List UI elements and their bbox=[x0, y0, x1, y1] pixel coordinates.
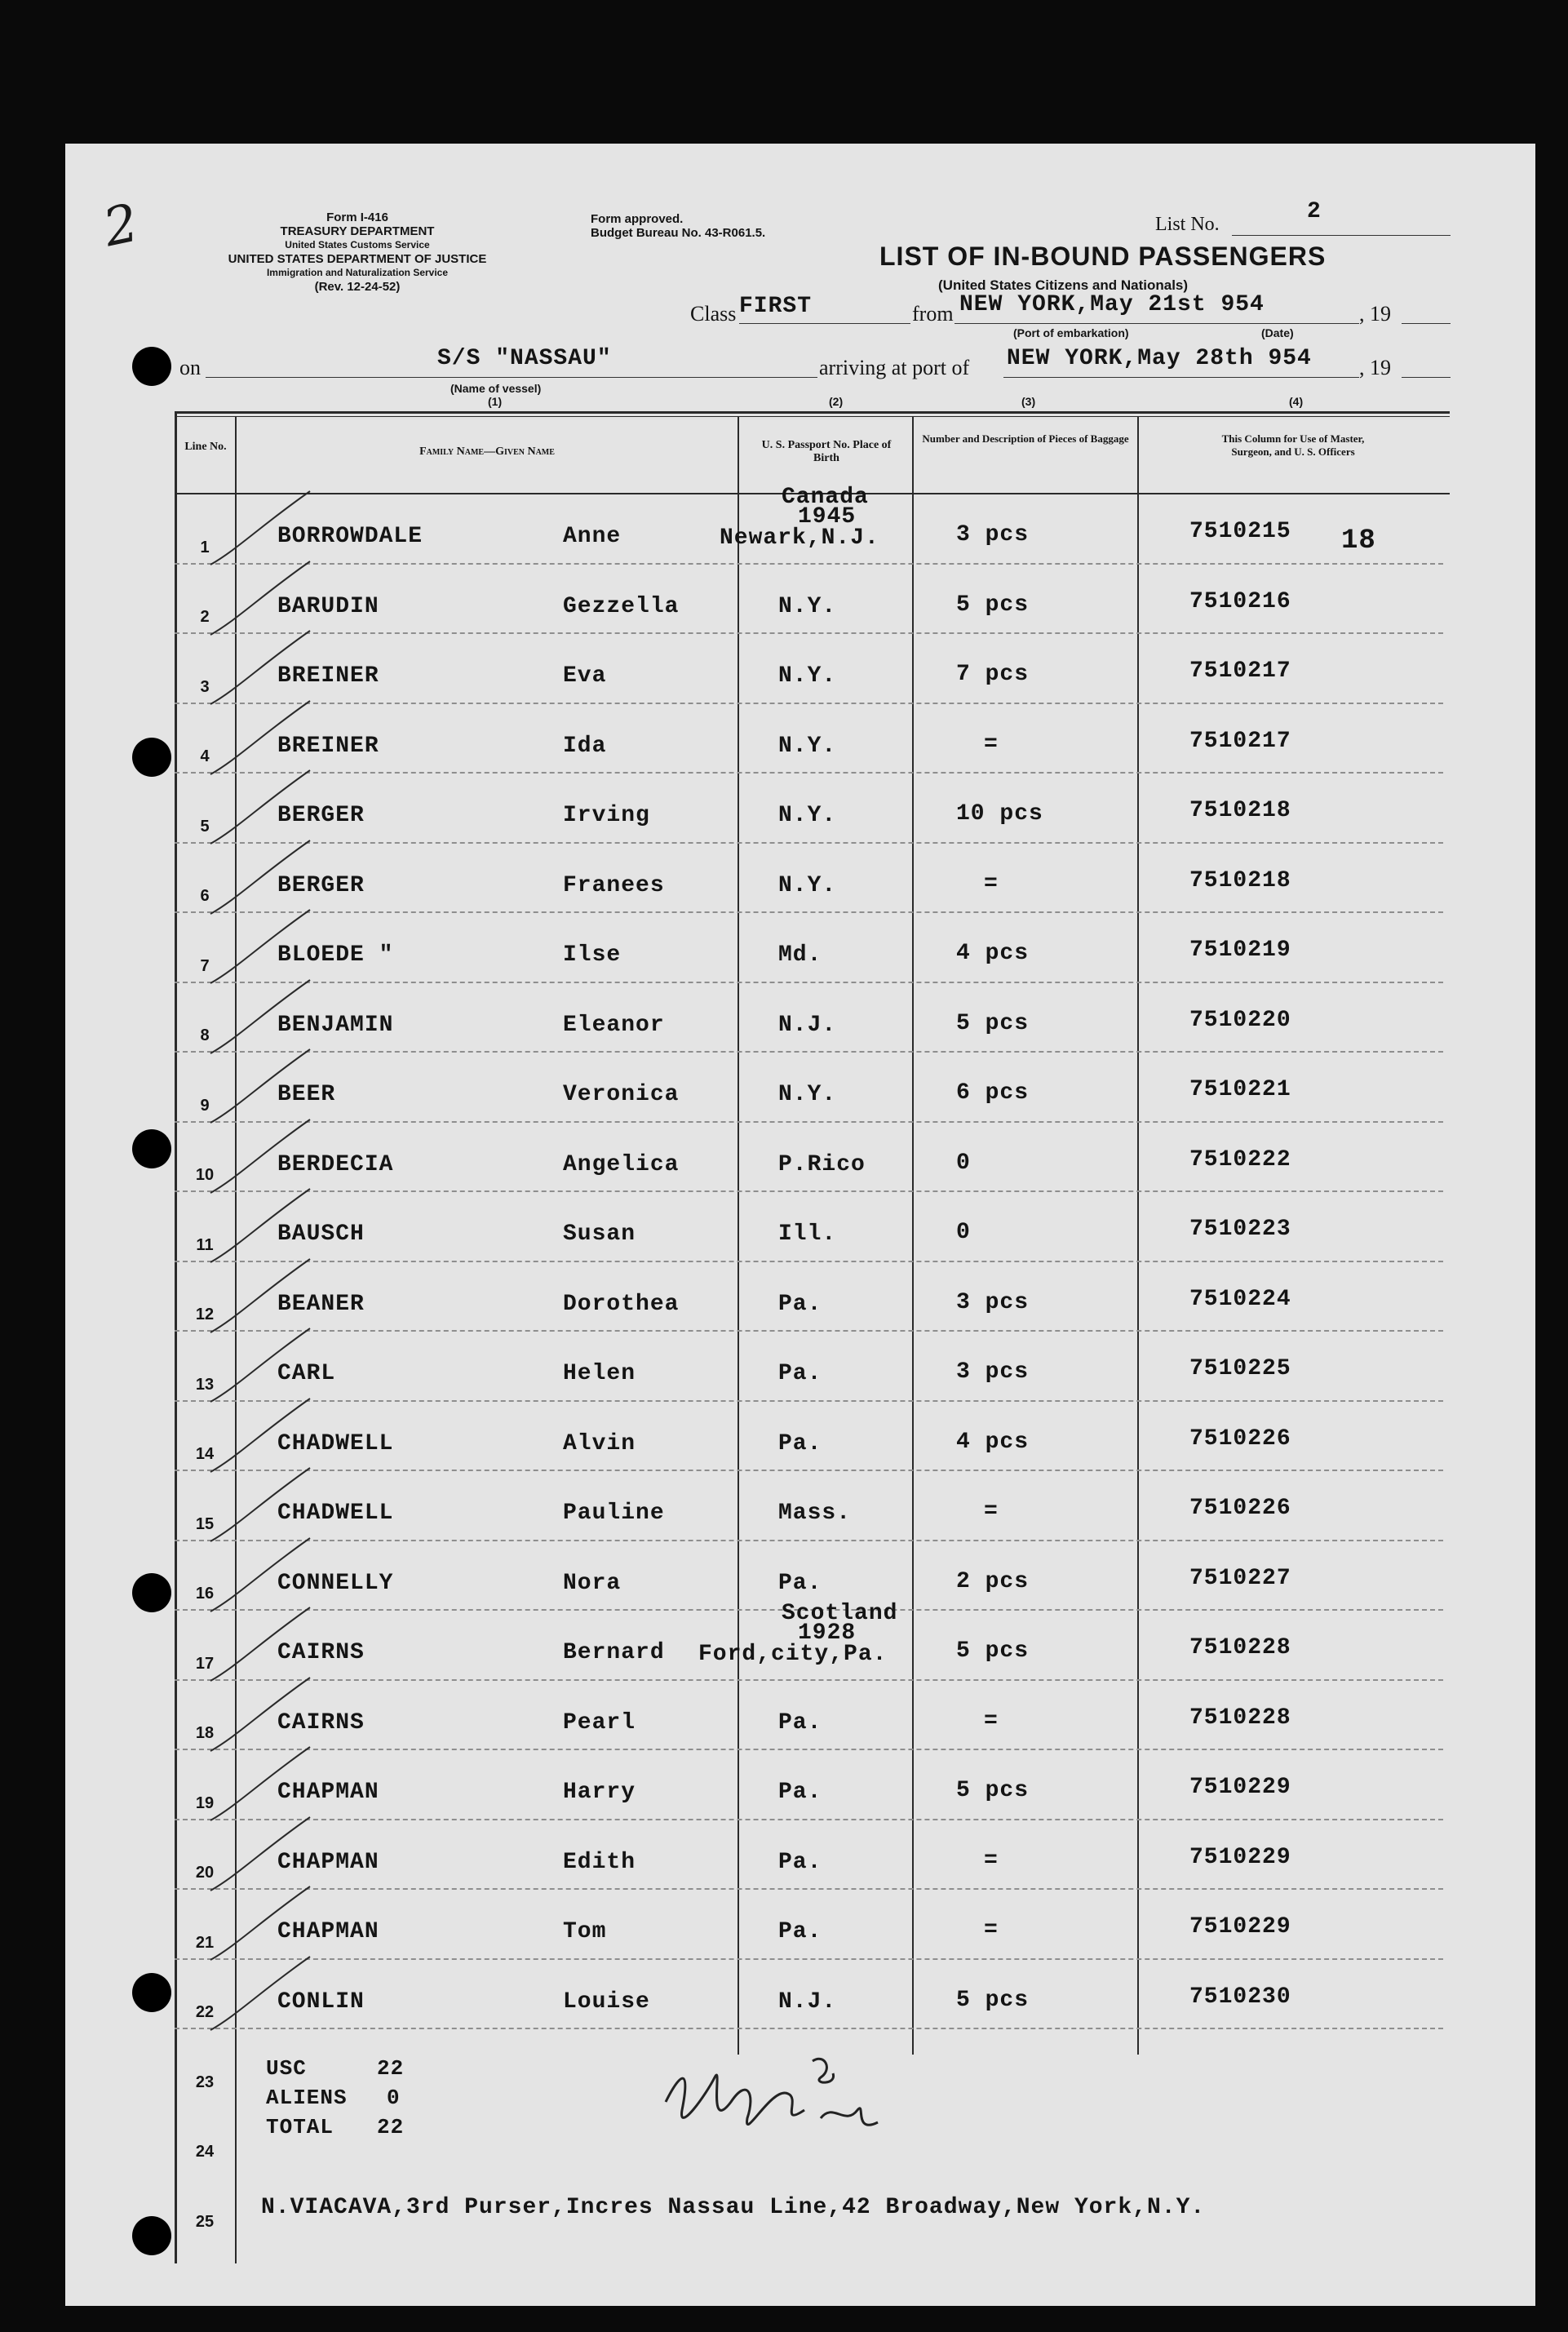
arrival-underline bbox=[1003, 377, 1359, 378]
row-divider bbox=[175, 1051, 1443, 1053]
baggage-count: 2 pcs bbox=[956, 1568, 1030, 1594]
line-number: 21 bbox=[195, 1933, 215, 1952]
birth-place: Ill. bbox=[778, 1221, 837, 1247]
given-name: Harry bbox=[563, 1780, 636, 1805]
line-number: 14 bbox=[195, 1445, 215, 1463]
row-divider bbox=[175, 1190, 1443, 1192]
from-year-prefix: , 19 bbox=[1359, 302, 1391, 326]
table-top-rule-2 bbox=[175, 416, 1450, 417]
budget-bureau: Budget Bureau No. 43-R061.5. bbox=[591, 226, 766, 240]
vessel-caption: (Name of vessel) bbox=[450, 382, 542, 395]
officer-note: 18 bbox=[1341, 525, 1376, 556]
baggage-count: = bbox=[984, 1917, 999, 1943]
birth-place: N.Y. bbox=[778, 593, 837, 619]
birth-place: N.Y. bbox=[778, 872, 837, 898]
family-name: CHADWELL bbox=[277, 1501, 394, 1526]
baggage-count: 7 pcs bbox=[956, 662, 1030, 687]
family-name: CHADWELL bbox=[277, 1430, 394, 1456]
family-name: BLOEDE " bbox=[277, 942, 394, 968]
officer-number: 7510226 bbox=[1189, 1496, 1291, 1521]
officer-number: 7510229 bbox=[1189, 1844, 1291, 1870]
officer-number: 7510228 bbox=[1189, 1635, 1291, 1660]
from-underline bbox=[955, 323, 1359, 324]
purser-signature-line: N.VIACAVA,3rd Purser,Incres Nassau Line,42 Broadway,New York,N.Y. bbox=[261, 2195, 1206, 2220]
birth-place: Pa. bbox=[778, 1780, 822, 1805]
family-name: CARL bbox=[277, 1361, 336, 1386]
given-name: Ilse bbox=[563, 942, 622, 968]
table-top-rule bbox=[175, 411, 1450, 414]
row-divider bbox=[175, 911, 1443, 913]
officer-number: 7510221 bbox=[1189, 1077, 1291, 1102]
line-number: 20 bbox=[195, 1864, 215, 1882]
class-underline bbox=[739, 323, 910, 324]
baggage-count: = bbox=[984, 731, 999, 757]
line-number: 24 bbox=[195, 2143, 215, 2161]
aliens-value: 0 bbox=[387, 2086, 401, 2110]
punch-hole bbox=[132, 2216, 171, 2255]
birth-place: P.Rico bbox=[778, 1151, 866, 1177]
baggage-count: 3 pcs bbox=[956, 522, 1030, 548]
birth-place: Pa. bbox=[778, 1361, 822, 1386]
form-agency-block bbox=[178, 211, 537, 294]
given-name: Irving bbox=[563, 803, 650, 828]
officer-number: 7510222 bbox=[1189, 1146, 1291, 1173]
family-name: BREINER bbox=[277, 663, 379, 689]
line-number: 9 bbox=[200, 1096, 210, 1115]
baggage-count: = bbox=[984, 1847, 999, 1873]
row-divider bbox=[175, 1679, 1443, 1681]
given-name: Eleanor bbox=[563, 1012, 665, 1038]
justice-department: UNITED STATES DEPARTMENT OF JUSTICE bbox=[228, 252, 487, 266]
col-header-name: Family Name—Given Name bbox=[419, 446, 555, 458]
punch-hole bbox=[132, 1573, 171, 1612]
birth-year: 1945 bbox=[798, 504, 857, 530]
birth-place: N.Y. bbox=[778, 803, 837, 828]
table-col-rule bbox=[737, 416, 739, 2055]
row-divider bbox=[175, 632, 1443, 634]
baggage-count: = bbox=[984, 871, 999, 897]
row-divider bbox=[175, 1400, 1443, 1402]
margin-mark: 2 bbox=[98, 193, 144, 259]
officer-number: 7510218 bbox=[1189, 798, 1291, 823]
baggage-count: 5 pcs bbox=[956, 1778, 1030, 1803]
given-name: Alvin bbox=[563, 1430, 636, 1456]
given-name: Veronica bbox=[563, 1082, 680, 1107]
given-name: Bernard bbox=[563, 1640, 665, 1665]
usc-label: USC bbox=[266, 2056, 307, 2081]
arrival-value: NEW YORK,May 28th 954 bbox=[1007, 346, 1312, 371]
baggage-count: 4 pcs bbox=[956, 941, 1030, 966]
baggage-count: 5 pcs bbox=[956, 1987, 1030, 2013]
officer-number: 7510226 bbox=[1189, 1425, 1291, 1452]
given-name: Franees bbox=[563, 872, 665, 898]
row-divider bbox=[175, 1958, 1443, 1960]
table-col-rule bbox=[912, 416, 914, 2055]
officer-number: 7510225 bbox=[1189, 1356, 1291, 1381]
birth-country: Canada bbox=[782, 485, 869, 510]
ins-service: Immigration and Naturalization Service bbox=[266, 267, 449, 278]
officer-number: 7510218 bbox=[1189, 867, 1291, 893]
revision: (Rev. 12-24-52) bbox=[314, 280, 401, 294]
family-name: BEER bbox=[277, 1082, 336, 1107]
table-left-rule bbox=[175, 411, 177, 2263]
family-name: CHAPMAN bbox=[277, 1780, 379, 1805]
vessel-name: S/S "NASSAU" bbox=[437, 346, 612, 371]
line-number: 13 bbox=[195, 1375, 215, 1394]
col-index-1: (1) bbox=[488, 395, 503, 408]
given-name: Gezzella bbox=[563, 593, 680, 619]
line-number: 1 bbox=[200, 538, 210, 556]
officer-number: 7510223 bbox=[1189, 1217, 1291, 1242]
check-mark-icon bbox=[204, 1950, 326, 2040]
given-name: Louise bbox=[563, 1988, 650, 2015]
officer-number: 7510220 bbox=[1189, 1007, 1291, 1033]
from-year-underline bbox=[1402, 323, 1451, 324]
col-header-passport: U. S. Passport No. Place of Birth bbox=[761, 439, 892, 464]
list-no-underline bbox=[1232, 235, 1451, 236]
baggage-count: 0 bbox=[956, 1220, 971, 1245]
aliens-label: ALIENS bbox=[266, 2086, 348, 2110]
family-name: CONLIN bbox=[277, 1988, 365, 2015]
family-name: BERGER bbox=[277, 872, 365, 898]
class-label: Class bbox=[690, 302, 737, 326]
list-no-value: 2 bbox=[1307, 199, 1322, 224]
family-name: BORROWDALE bbox=[277, 524, 423, 549]
given-name: Helen bbox=[563, 1361, 636, 1386]
row-divider bbox=[175, 842, 1443, 844]
officer-number: 7510229 bbox=[1189, 1914, 1291, 1940]
line-number: 8 bbox=[200, 1026, 210, 1044]
line-number: 17 bbox=[195, 1654, 215, 1673]
family-name: BARUDIN bbox=[277, 593, 379, 619]
total-value: 22 bbox=[377, 2115, 405, 2139]
line-number: 25 bbox=[195, 2212, 215, 2231]
birth-place: Pa. bbox=[778, 1709, 822, 1736]
handwritten-signature bbox=[658, 2045, 894, 2151]
officer-number: 7510217 bbox=[1189, 728, 1291, 754]
family-name: CAIRNS bbox=[277, 1709, 365, 1736]
family-name: CHAPMAN bbox=[277, 1919, 379, 1944]
punch-hole bbox=[132, 1973, 171, 2012]
row-divider bbox=[175, 1888, 1443, 1890]
line-number: 10 bbox=[195, 1166, 215, 1184]
birth-place: Mass. bbox=[778, 1501, 852, 1526]
baggage-count: 3 pcs bbox=[956, 1359, 1030, 1385]
line-number: 19 bbox=[195, 1793, 215, 1812]
birth-place: N.Y. bbox=[778, 733, 837, 759]
family-name: CONNELLY bbox=[277, 1570, 394, 1596]
line-number: 5 bbox=[200, 817, 210, 836]
line-number: 23 bbox=[195, 2073, 215, 2091]
officer-number: 7510219 bbox=[1189, 938, 1291, 963]
on-label: on bbox=[179, 356, 201, 379]
form-approval bbox=[591, 212, 765, 240]
birth-place: Pa. bbox=[778, 1919, 822, 1944]
officer-number: 7510230 bbox=[1189, 1984, 1291, 2010]
birth-place: N.J. bbox=[778, 1988, 837, 2015]
baggage-count: 3 pcs bbox=[956, 1289, 1030, 1315]
form-number: Form I-416 bbox=[326, 211, 388, 224]
officer-number: 7510227 bbox=[1189, 1565, 1291, 1591]
line-number: 7 bbox=[200, 956, 210, 975]
birth-place: Ford,city,Pa. bbox=[698, 1642, 888, 1667]
line-number: 6 bbox=[200, 887, 210, 905]
form-title: LIST OF IN-BOUND PASSENGERS bbox=[879, 242, 1327, 271]
given-name: Susan bbox=[563, 1221, 636, 1247]
line-number: 11 bbox=[196, 1235, 214, 1254]
given-name: Anne bbox=[563, 524, 622, 549]
given-name: Tom bbox=[563, 1919, 607, 1944]
given-name: Edith bbox=[563, 1849, 636, 1875]
birth-country: Scotland bbox=[782, 1601, 898, 1626]
line-number: 22 bbox=[195, 2003, 215, 2021]
birth-place: Pa. bbox=[778, 1849, 822, 1875]
list-no-label: List No. bbox=[1155, 214, 1220, 235]
family-name: BERDECIA bbox=[277, 1151, 394, 1177]
baggage-count: 10 pcs bbox=[956, 801, 1043, 827]
from-value: NEW YORK,May 21st 954 bbox=[959, 292, 1265, 317]
baggage-count: = bbox=[984, 1708, 999, 1734]
date-caption: (Date) bbox=[1261, 326, 1294, 339]
officer-number: 7510215 bbox=[1189, 519, 1291, 544]
family-name: BEANER bbox=[277, 1291, 365, 1317]
class-value: FIRST bbox=[739, 294, 813, 319]
line-number: 15 bbox=[195, 1514, 215, 1533]
punch-hole bbox=[132, 347, 171, 386]
officer-number: 7510228 bbox=[1189, 1705, 1291, 1731]
baggage-count: 0 bbox=[956, 1150, 971, 1176]
line-number: 12 bbox=[195, 1306, 215, 1323]
birth-year: 1928 bbox=[798, 1620, 857, 1646]
given-name: Pauline bbox=[563, 1501, 665, 1526]
family-name: BENJAMIN bbox=[277, 1012, 394, 1038]
vessel-underline bbox=[206, 377, 817, 378]
row-divider bbox=[175, 2028, 1443, 2029]
arriving-label: arriving at port of bbox=[819, 356, 970, 379]
officer-number: 7510217 bbox=[1189, 658, 1291, 684]
birth-place: N.Y. bbox=[778, 1082, 837, 1107]
given-name: Pearl bbox=[563, 1709, 636, 1736]
family-name: CAIRNS bbox=[277, 1640, 365, 1665]
officer-number: 7510216 bbox=[1189, 588, 1291, 614]
birth-place: Pa. bbox=[778, 1430, 822, 1456]
line-number: 3 bbox=[200, 677, 210, 696]
family-name: BERGER bbox=[277, 803, 365, 828]
family-name: BAUSCH bbox=[277, 1221, 365, 1247]
table-col-rule bbox=[1137, 416, 1139, 2055]
officer-number: 7510224 bbox=[1189, 1286, 1291, 1312]
family-name: BREINER bbox=[277, 733, 379, 759]
baggage-count: 4 pcs bbox=[956, 1429, 1030, 1455]
col-header-line-no: Line No. bbox=[184, 441, 227, 453]
row-divider bbox=[175, 1261, 1443, 1262]
from-label: from bbox=[912, 302, 954, 326]
row-divider bbox=[175, 1819, 1443, 1820]
row-divider bbox=[175, 563, 1443, 565]
row-divider bbox=[175, 703, 1443, 704]
row-divider bbox=[175, 772, 1443, 774]
given-name: Eva bbox=[563, 663, 607, 689]
form-approved: Form approved. bbox=[591, 212, 684, 226]
col-header-officers: This Column for Use of Master, Surgeon, and U. S. Officers bbox=[1221, 432, 1365, 458]
birth-place: Pa. bbox=[778, 1570, 822, 1596]
birth-place: N.J. bbox=[778, 1012, 837, 1038]
form-subtitle: (United States Citizens and Nationals) bbox=[938, 277, 1189, 293]
row-divider bbox=[175, 1540, 1443, 1541]
given-name: Dorothea bbox=[563, 1291, 680, 1317]
embark-caption: (Port of embarkation) bbox=[1013, 326, 1129, 339]
given-name: Angelica bbox=[563, 1151, 680, 1177]
punch-hole bbox=[132, 1129, 171, 1168]
given-name: Nora bbox=[563, 1570, 622, 1596]
row-divider bbox=[175, 1749, 1443, 1750]
birth-place: Pa. bbox=[778, 1291, 822, 1317]
col-index-2: (2) bbox=[829, 395, 844, 408]
family-name: CHAPMAN bbox=[277, 1849, 379, 1875]
line-number: 18 bbox=[195, 1724, 215, 1742]
line-number: 16 bbox=[195, 1585, 215, 1603]
given-name: Ida bbox=[563, 733, 607, 759]
baggage-count: 6 pcs bbox=[956, 1080, 1030, 1106]
col-index-4: (4) bbox=[1289, 395, 1304, 408]
row-divider bbox=[175, 982, 1443, 983]
row-divider bbox=[175, 1330, 1443, 1332]
col-header-baggage: Number and Description of Pieces of Baggage bbox=[922, 432, 1129, 445]
customs-service: United States Customs Service bbox=[285, 239, 430, 250]
birth-place: Md. bbox=[778, 942, 822, 968]
baggage-count: 5 pcs bbox=[956, 592, 1030, 618]
baggage-count: = bbox=[984, 1499, 999, 1524]
birth-place: N.Y. bbox=[778, 663, 837, 689]
birth-place: Newark,N.J. bbox=[720, 525, 879, 551]
line-number: 2 bbox=[200, 608, 210, 626]
line-number: 4 bbox=[200, 747, 210, 765]
usc-value: 22 bbox=[377, 2056, 405, 2081]
baggage-count: 5 pcs bbox=[956, 1638, 1030, 1664]
treasury-department: TREASURY DEPARTMENT bbox=[280, 224, 435, 238]
officer-number: 7510229 bbox=[1189, 1775, 1291, 1800]
arrival-year-underline bbox=[1402, 377, 1451, 378]
arrival-year-prefix: , 19 bbox=[1359, 356, 1391, 379]
row-divider bbox=[175, 1121, 1443, 1123]
total-label: TOTAL bbox=[266, 2115, 334, 2139]
col-index-3: (3) bbox=[1021, 395, 1036, 408]
punch-hole bbox=[132, 738, 171, 777]
row-divider bbox=[175, 1470, 1443, 1471]
baggage-count: 5 pcs bbox=[956, 1010, 1030, 1036]
